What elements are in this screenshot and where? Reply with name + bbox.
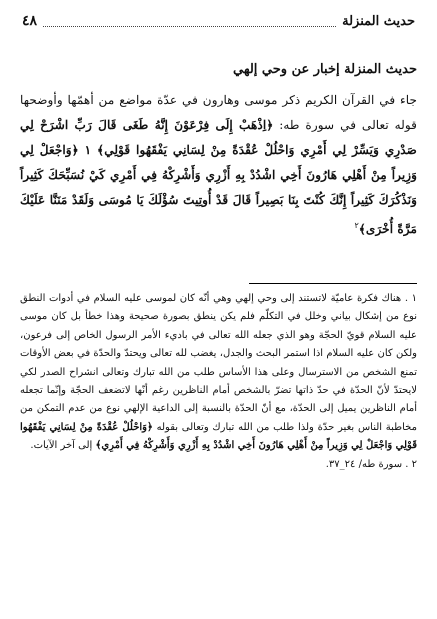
footnote-1-verse: ﴿وَاحْلُلْ عُقْدَةً مِنْ لِسَانِي يَفْقَهُوا قَوْلِي وَاجْعَلْ لِي وَزِيراً مِنْ أَهْلِي هَارُونَ أَخِي اشْدُدْ بِهِ أَزْرِي وَأَشْرِكْهُ فِي أَمْرِي﴾ [20,421,417,452]
section-heading: حديث المنزلة إخبار عن وحي إلهي [233,62,417,77]
page-number: ٤٨ [22,13,38,29]
footnotes [20,290,417,474]
footnote-1 [20,290,417,456]
body-paragraph [20,88,417,242]
footnote-divider [249,283,417,284]
page-header [22,10,415,32]
footnote-ref: ٢ [354,221,359,230]
header-leader-dots [43,16,336,27]
footnote-2: ٢ . سورة طه/ ٢٤_٣٧. [325,458,417,470]
footnote-1-tail: إلى آخر الآيات. [30,440,96,452]
quran-verse: ﴿اِذْهَبْ إِلَى فِرْعَوْنَ إِنَّهُ طَغَى قَالَ رَبِّ اشْرَحْ لِي صَدْرِي وَيَسِّرْ لِي أَمْرِي وَاحْلُلْ عُقْدَةً مِنْ لِسَانِي يَفْقَهُوا قَوْلِي﴾ ١ ﴿وَاجْعَلْ لِي وَزِيراً مِنْ أَهْلِي هَارُونَ أَخِي اشْدُدْ بِهِ أَزْرِي وَأَشْرِكْهُ فِي أَمْرِي كَيْ نُسَبِّحَكَ كَثِيراً وَنَذْكُرَكَ كَثِيراً إِنَّكَ كُنْتَ بِنَا بَصِيراً قَالَ قَدْ أُوتِيتَ سُؤْلَكَ يَا مُوسَى وَلَقَدْ مَنَنَّا عَلَيْكَ مَرَّةً أُخْرَى﴾ [20,118,417,237]
body-intro: جاء في القرآن الكريم ذكر موسى وهارون في عدّة مواضع من أهمّها وأوضحها قوله تعالى في سورة طه: [20,93,418,132]
footnote-1-text: ١ . هناك فكرة عاميّة لاتستند إلى وحي إلهي وهي أنّه كان لموسى عليه السلام في أدوات النطق نوع من إشكال بياني وخلل في التكلّم فلم يكن ينطق بصورة صحيحة وهذا خطأ بل كان موسى عليه السلام قويّ الحجّة وهو الذي جعله الله تعالى في باديء الأمر الرسول الخاص إلى فرعون، ولكن كان عليه السلام اذا استمر البحث والجدل، يغضب لله تعالى ويحتدّ والحدّة في بعض الأوقات تمنع الشخص من الاسترسال وعلى هذا الأساس طلب من الله تبارك وتعالى انشراح الصدر لكي لايحتدّ لأنّ الحدّة في حدّ ذاتها تضرّ بالشخص أمام الناظرين رغم أنّها لاتضعف الحجّة وإنّما تجعله أمام الناظرين يميل إلى الحدّة، مع أنّ الحدّة بالنسبة إلى الداعية الإلهي نوع من عدم التمكن من مخاطبة الناس بغير حدّة ولذا طلب من الله تبارك وتعالى بقوله [20,293,417,433]
running-title: حديث المنزلة [342,13,415,29]
